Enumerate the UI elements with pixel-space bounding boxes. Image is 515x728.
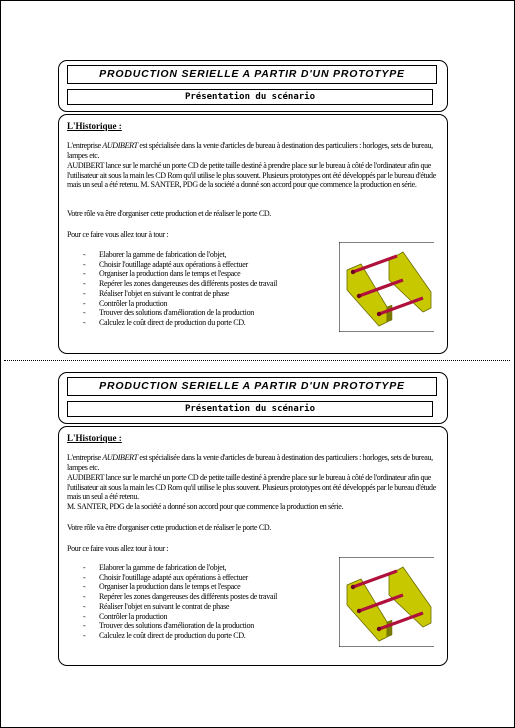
context-paragraph: AUDIBERT lance sur le marché un porte CD de petite taille destiné à prendre place sur le bureau à côté de l'ordinateur afin que l'utilisateur ait sous la main les CD Rom qu'il utilise le plus souvent. Plusieurs prototypes ont été développés par le bureau d'étude mais un seul a été retenu. M. SANTER, PDG de la société a donné son accord pour que commence la production en série. <box>67 161 436 190</box>
task-list <box>83 250 277 328</box>
list-item: - Repérer les zones dangereuses des différents postes de travail <box>83 279 277 289</box>
history-heading: L'Historique : <box>67 433 122 443</box>
list-item: - Trouver des solutions d'amélioration de la production <box>83 308 277 318</box>
header-panel <box>58 372 448 424</box>
intro-text-end: est spécialisée dans la vente d'articles de bureau à destination des particuliers : horloges, sets de bureau, lampes etc. <box>67 453 433 472</box>
context-paragraph: AUDIBERT lance sur le marché un porte CD de petite taille destiné à prendre place sur le bureau à côté de l'ordinateur afin que l'utilisateur ait sous la main les CD Rom qu'il utilise le plus souvent. Plusieurs prototypes ont été développés par le bureau d'étude mais un seul a été retenu. <box>67 473 436 502</box>
role-paragraph: Votre rôle va être d'organiser cette production et de réaliser le porte CD. <box>67 523 271 532</box>
list-item: - Contrôler la production <box>83 299 277 309</box>
intro-paragraph <box>67 141 441 160</box>
page-title: PRODUCTION SERIELLE A PARTIR D'UN PROTOTYPE <box>67 377 437 396</box>
cd-holder-prototype-icon <box>339 242 434 332</box>
header-panel <box>58 60 448 112</box>
task-list <box>83 563 277 641</box>
steps-intro: Pour ce faire vous allez tour à tour : <box>67 230 169 239</box>
list-item: - Organiser la production dans le temps et l'espace <box>83 582 277 592</box>
history-heading: L'Historique : <box>67 121 122 131</box>
steps-intro: Pour ce faire vous allez tour à tour : <box>67 544 169 553</box>
list-item: - Elaborer la gamme de fabrication de l'objet, <box>83 563 277 573</box>
page-title: PRODUCTION SERIELLE A PARTIR D'UN PROTOTYPE <box>67 65 437 84</box>
history-panel <box>58 114 448 354</box>
list-item: - Calculez le coût direct de production du porte CD. <box>83 631 277 641</box>
role-paragraph: Votre rôle va être d'organiser cette production et de réaliser le porte CD. <box>67 209 271 218</box>
list-item: - Calculez le coût direct de production du porte CD. <box>83 318 277 328</box>
company-name: AUDIBERT <box>102 141 138 150</box>
ceo-paragraph: M. SANTER, PDG de la société a donné son accord pour que commence la production en série. <box>67 502 344 511</box>
history-panel <box>58 426 448 666</box>
page-subtitle: Présentation du scénario <box>67 89 433 105</box>
intro-text-start: L'entreprise <box>67 141 103 150</box>
intro-paragraph <box>67 453 441 472</box>
list-item: - Trouver des solutions d'amélioration de la production <box>83 621 277 631</box>
list-item: - Choisir l'outillage adapté aux opérations à effectuer <box>83 260 277 270</box>
intro-text-end: est spécialisée dans la vente d'articles de bureau à destination des particuliers : horloges, sets de bureau, lampes etc. <box>67 141 433 160</box>
list-item: - Choisir l'outillage adapté aux opérations à effectuer <box>83 573 277 583</box>
page-subtitle: Présentation du scénario <box>67 401 433 417</box>
intro-text-start: L'entreprise <box>67 453 103 462</box>
list-item: - Organiser la production dans le temps et l'espace <box>83 269 277 279</box>
list-item: - Contrôler la production <box>83 612 277 622</box>
company-name: AUDIBERT <box>102 453 138 462</box>
list-item: - Elaborer la gamme de fabrication de l'objet, <box>83 250 277 260</box>
cd-holder-prototype-icon <box>339 557 434 647</box>
list-item: - Réaliser l'objet en suivant le contrat de phase <box>83 602 277 612</box>
list-item: - Repérer les zones dangereuses des différents postes de travail <box>83 592 277 602</box>
list-item: - Réaliser l'objet en suivant le contrat de phase <box>83 289 277 299</box>
cut-line <box>4 360 510 361</box>
